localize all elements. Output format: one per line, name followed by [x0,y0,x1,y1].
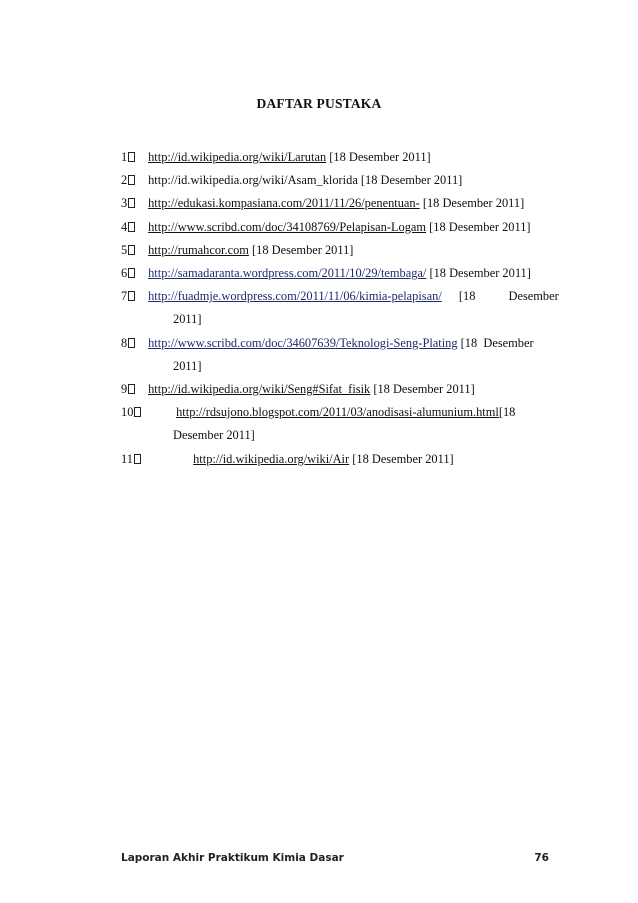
missing-glyph-icon [128,198,135,208]
reference-item [121,401,551,424]
reference-number: 3 [121,192,145,215]
reference-continuation [121,355,551,378]
reference-number: 6 [121,262,145,285]
reference-number: 5 [121,239,145,262]
reference-link[interactable]: http://samadaranta.wordpress.com/2011/10/29/tembaga/ [148,266,427,281]
reference-link[interactable]: http://id.wikipedia.org/wiki/Air [193,451,350,466]
missing-glyph-icon [128,175,135,185]
reference-link[interactable]: http://fuadmje.wordpress.com/2011/11/06/kimia-pelapisan/ [148,289,442,304]
reference-number: 8 [121,332,145,355]
reference-item [121,378,551,401]
missing-glyph-icon [128,268,135,278]
reference-item [121,332,551,355]
reference-item [121,262,551,285]
page-number: 76 [534,852,549,864]
reference-number: 4 [121,216,145,239]
reference-link[interactable]: http://id.wikipedia.org/wiki/Asam_klorida [148,173,358,188]
reference-continuation [121,308,551,331]
missing-glyph-icon [128,291,135,301]
missing-glyph-icon [128,152,135,162]
reference-link[interactable]: http://id.wikipedia.org/wiki/Larutan [148,150,327,164]
reference-link[interactable]: http://id.wikipedia.org/wiki/Seng#Sifat_fisik [148,382,371,397]
reference-number: 2 [121,169,145,192]
reference-continuation [121,424,551,447]
missing-glyph-icon [128,245,135,255]
reference-date-month: Desember [508,289,559,304]
missing-glyph-icon [134,454,141,464]
reference-date: [18 Desember 2011] [329,150,431,164]
reference-date: [18 Desember 2011] [429,219,531,234]
reference-date: [18 [458,289,476,304]
missing-glyph-icon [134,407,141,417]
reference-date: [18 Desember 2011] [422,196,525,211]
reference-link[interactable]: http://www.scribd.com/doc/34108769/Pelapisan-Logam [148,219,427,234]
missing-glyph-icon [128,338,135,348]
reference-item [121,169,551,192]
reference-date: [18 Desember 2011] [373,382,475,397]
reference-date-rest: Desember 2011] [173,428,255,443]
reference-item [121,448,551,471]
reference-number: 10 [121,401,149,424]
footer-label: Laporan Akhir Praktikum Kimia Dasar [121,852,344,864]
reference-date: [18 Desember [460,335,534,350]
reference-date: [18 Desember 2011] [252,242,354,257]
reference-date: [18 Desember 2011] [429,266,531,281]
page-footer [121,852,549,864]
reference-link[interactable]: http://rdsujono.blogspot.com/2011/03/anodisasi-alumunium.html [176,405,499,420]
reference-number: 1 [121,146,145,169]
reference-item [121,239,551,262]
reference-number: 7 [121,285,145,308]
missing-glyph-icon [128,384,135,394]
reference-date-year: 2011] [173,312,202,327]
reference-date-year: 2011] [173,358,202,373]
reference-date: [18 [498,405,516,420]
reference-item [121,216,551,239]
page-title: DAFTAR PUSTAKA [256,96,382,111]
reference-link[interactable]: http://rumahcor.com [148,242,249,257]
reference-date: [18 Desember 2011] [352,451,454,466]
reference-item [121,285,559,308]
reference-date: [18 Desember 2011] [360,173,463,188]
reference-number: 11 [121,448,149,471]
missing-glyph-icon [128,222,135,232]
reference-link[interactable]: http://www.scribd.com/doc/34607639/Teknologi-Seng-Plating [148,335,458,350]
reference-list [121,146,559,471]
reference-item [121,192,551,215]
reference-number: 9 [121,378,145,401]
reference-link[interactable]: http://edukasi.kompasiana.com/2011/11/26/penentuan- [148,196,420,211]
reference-item [121,146,551,169]
